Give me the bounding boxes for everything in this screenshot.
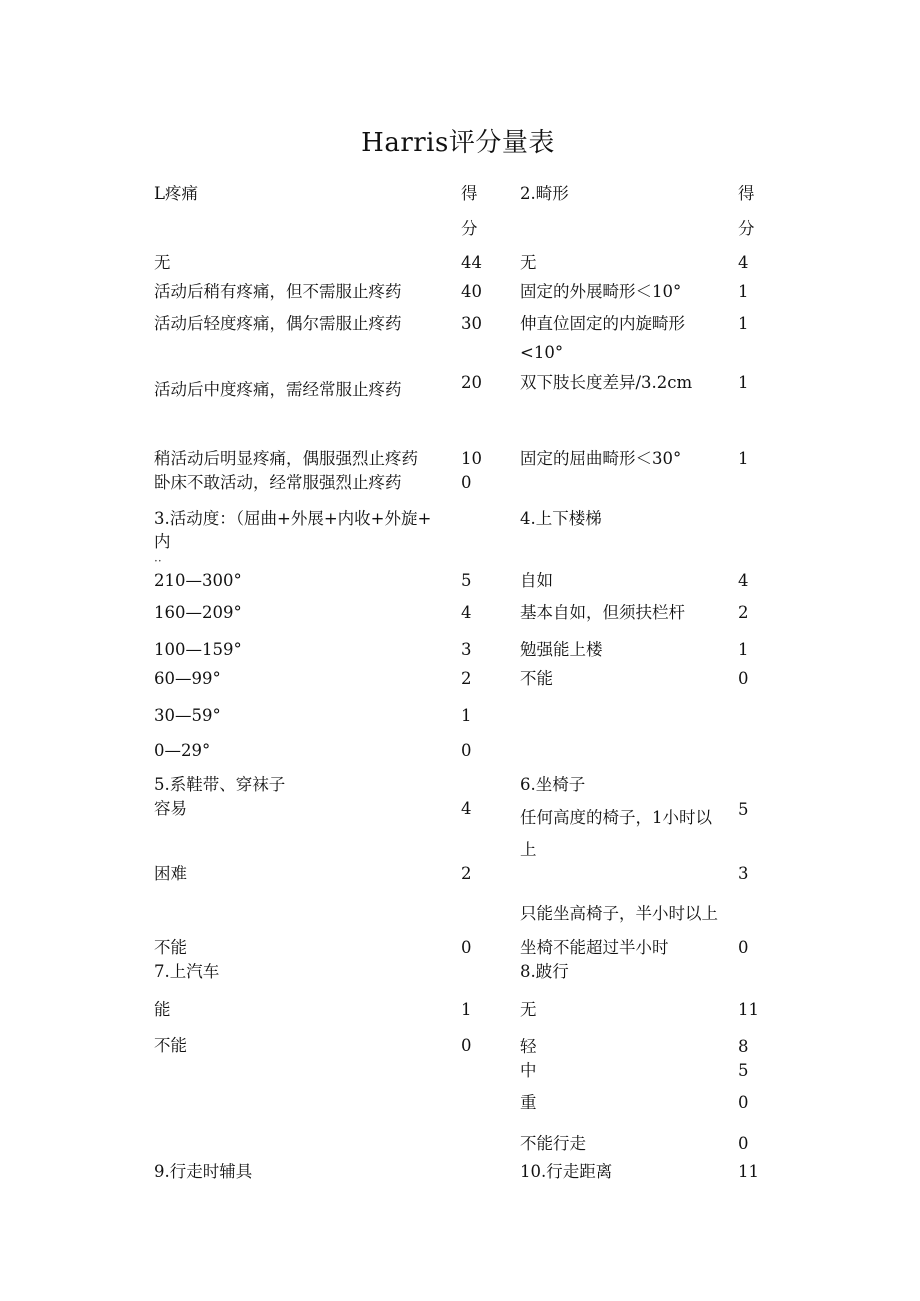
item-score: 5	[738, 800, 749, 819]
score-header-top: 得	[461, 184, 478, 203]
item-label-continued: <10°	[520, 343, 564, 362]
item-score: 1	[738, 314, 749, 333]
item-score: 30	[461, 314, 482, 333]
section-stairs-heading: 4.上下楼梯	[520, 509, 602, 528]
item-label: 不能	[520, 669, 553, 688]
item-label: 重	[520, 1093, 537, 1112]
item-score: 11	[738, 1000, 759, 1019]
item-score: 1	[461, 1000, 472, 1019]
item-score: 2	[461, 864, 472, 883]
item-label: 容易	[154, 799, 187, 818]
item-label: 困难	[154, 864, 187, 883]
item-score: 0	[738, 1134, 749, 1153]
item-label: 卧床不敢活动，经常服强烈止疼药	[154, 473, 402, 492]
item-label: 轻	[520, 1037, 537, 1056]
section-shoes-socks-heading: 5.系鞋带、穿袜子	[154, 775, 286, 794]
item-label: 不能行走	[520, 1134, 586, 1153]
item-score: 1	[461, 706, 472, 725]
item-score: 1	[738, 640, 749, 659]
section-heading-continued: 内	[154, 532, 171, 551]
item-score: 44	[461, 253, 482, 272]
item-label: 任何高度的椅子，1小时以	[520, 808, 712, 827]
item-label: 能	[154, 1000, 171, 1019]
item-label: 伸直位固定的内旋畸形	[520, 314, 685, 333]
score-header-top: 得	[738, 184, 755, 203]
item-label: 坐椅不能超过半小时	[520, 938, 669, 957]
item-score: 1	[738, 282, 749, 301]
item-label: 中	[520, 1061, 537, 1080]
item-label: 不能	[154, 938, 187, 957]
item-label: 只能坐高椅子，半小时以上	[520, 904, 718, 923]
item-label: 160—209°	[154, 603, 242, 622]
item-score: 11	[738, 1162, 759, 1181]
item-score: 0	[461, 473, 472, 492]
item-score: 0	[461, 1036, 472, 1055]
item-label: 活动后中度疼痛，需经常服止疼药	[154, 380, 402, 399]
item-label: 固定的屈曲畸形＜30°	[520, 449, 682, 468]
item-label: 100—159°	[154, 640, 242, 659]
item-label-continued: 上	[520, 840, 537, 859]
item-score: 0	[738, 669, 749, 688]
score-header-bottom: 分	[738, 219, 755, 238]
section-car-heading: 7.上汽车	[154, 962, 220, 981]
item-score: 0	[738, 938, 749, 957]
item-label: 双下肢长度差异/3.2cm	[520, 373, 693, 392]
item-label: 固定的外展畸形＜10°	[520, 282, 682, 301]
section-limp-heading: 8.跛行	[520, 962, 569, 981]
item-score: 3	[738, 864, 749, 883]
item-score: 8	[738, 1037, 749, 1056]
item-label: 基本自如，但须扶栏杆	[520, 603, 685, 622]
item-score: 2	[461, 669, 472, 688]
item-score: 40	[461, 282, 482, 301]
section-deformity-heading: 2.畸形	[520, 184, 569, 203]
section-pain-heading: L疼痛	[154, 184, 198, 203]
item-score: 4	[461, 603, 472, 622]
section-walking-aid-heading: 9.行走时辅具	[154, 1162, 253, 1181]
score-header-bottom: 分	[461, 219, 478, 238]
item-score: 4	[461, 799, 472, 818]
item-score: 1	[738, 373, 749, 392]
item-label: 无	[154, 253, 171, 272]
item-label: 活动后稍有疼痛，但不需服止疼药	[154, 282, 402, 301]
item-score: 20	[461, 373, 482, 392]
section-walking-distance-heading: 10.行走距离	[520, 1162, 613, 1181]
item-label: 勉强能上楼	[520, 640, 603, 659]
section-sitting-heading: 6.坐椅子	[520, 775, 586, 794]
item-label: 稍活动后明显疼痛，偶服强烈止疼药	[154, 449, 418, 468]
item-label: 活动后轻度疼痛，偶尔需服止疼药	[154, 314, 402, 333]
item-score: 0	[738, 1093, 749, 1112]
page-title: Harris评分量表	[361, 128, 555, 158]
item-score: 2	[738, 603, 749, 622]
truncated-text-ellipsis: ··	[154, 554, 162, 568]
item-label: 60—99°	[154, 669, 221, 688]
item-score: 4	[738, 571, 749, 590]
item-label: 不能	[154, 1036, 187, 1055]
item-score: 5	[461, 571, 472, 590]
item-label: 30—59°	[154, 706, 221, 725]
item-label: 210—300°	[154, 571, 242, 590]
item-label: 无	[520, 253, 537, 272]
item-label: 自如	[520, 571, 553, 590]
item-score: 5	[738, 1061, 749, 1080]
item-score: 3	[461, 640, 472, 659]
item-score: 0	[461, 741, 472, 760]
item-score: 1	[738, 449, 749, 468]
item-label: 0—29°	[154, 741, 211, 760]
item-score: 4	[738, 253, 749, 272]
section-range-of-motion-heading: 3.活动度：（屈曲+外展+内收+外旋+	[154, 509, 432, 528]
item-label: 无	[520, 1000, 537, 1019]
item-score: 10	[461, 449, 482, 468]
item-score: 0	[461, 938, 472, 957]
